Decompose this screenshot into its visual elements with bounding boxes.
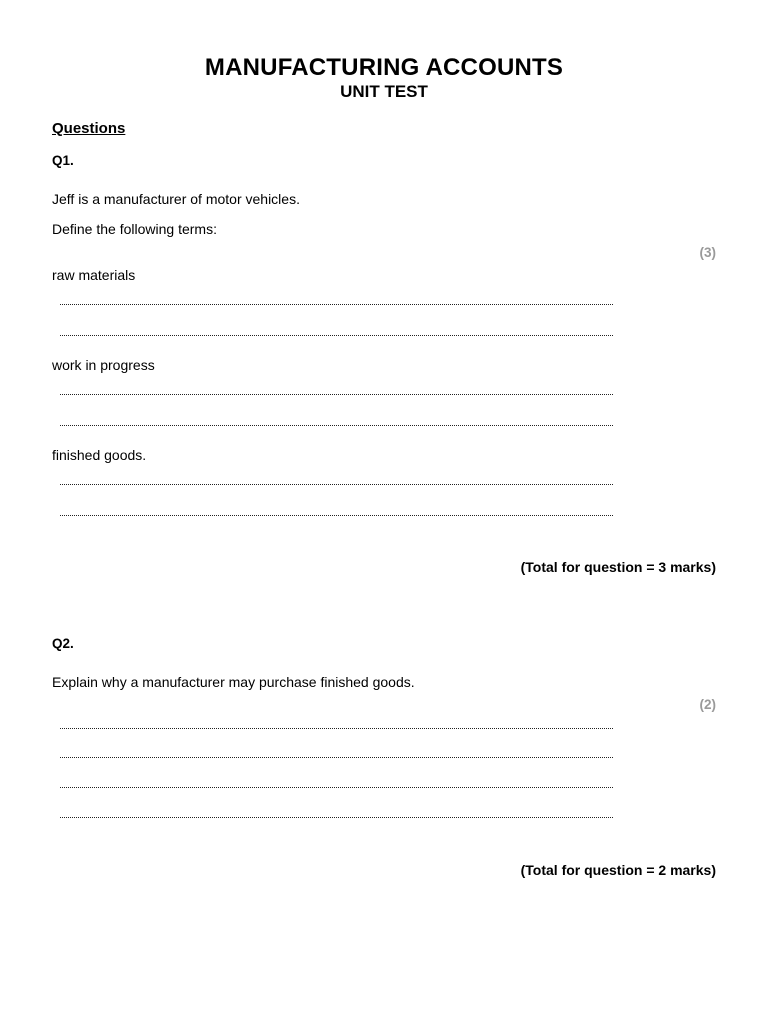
answer-line[interactable] bbox=[60, 817, 613, 818]
question-2-total: (Total for question = 2 marks) bbox=[520, 862, 716, 878]
question-1-stem: Jeff is a manufacturer of motor vehicles. bbox=[52, 191, 300, 207]
page-subtitle: UNIT TEST bbox=[340, 82, 428, 101]
question-1-marks: (3) bbox=[699, 245, 716, 260]
question-2-marks: (2) bbox=[699, 697, 716, 712]
answer-line[interactable] bbox=[60, 394, 613, 395]
answer-line[interactable] bbox=[60, 304, 613, 305]
term-work-in-progress: work in progress bbox=[52, 357, 155, 373]
answer-line[interactable] bbox=[60, 757, 613, 758]
question-1-number: Q1. bbox=[52, 153, 74, 168]
answer-line[interactable] bbox=[60, 425, 613, 426]
question-2-number: Q2. bbox=[52, 636, 74, 651]
answer-line[interactable] bbox=[60, 728, 613, 729]
term-raw-materials: raw materials bbox=[52, 267, 136, 283]
question-1-instruction: Define the following terms: bbox=[52, 221, 217, 237]
term-finished-goods: finished goods. bbox=[52, 447, 147, 463]
question-2-stem: Explain why a manufacturer may purchase finished goods. bbox=[52, 674, 415, 690]
question-1-total: (Total for question = 3 marks) bbox=[520, 559, 716, 575]
answer-line[interactable] bbox=[60, 335, 613, 336]
answer-line[interactable] bbox=[60, 484, 613, 485]
answer-line[interactable] bbox=[60, 787, 613, 788]
answer-line[interactable] bbox=[60, 515, 613, 516]
page-title: MANUFACTURING ACCOUNTS bbox=[204, 54, 564, 81]
section-heading: Questions bbox=[52, 120, 126, 137]
